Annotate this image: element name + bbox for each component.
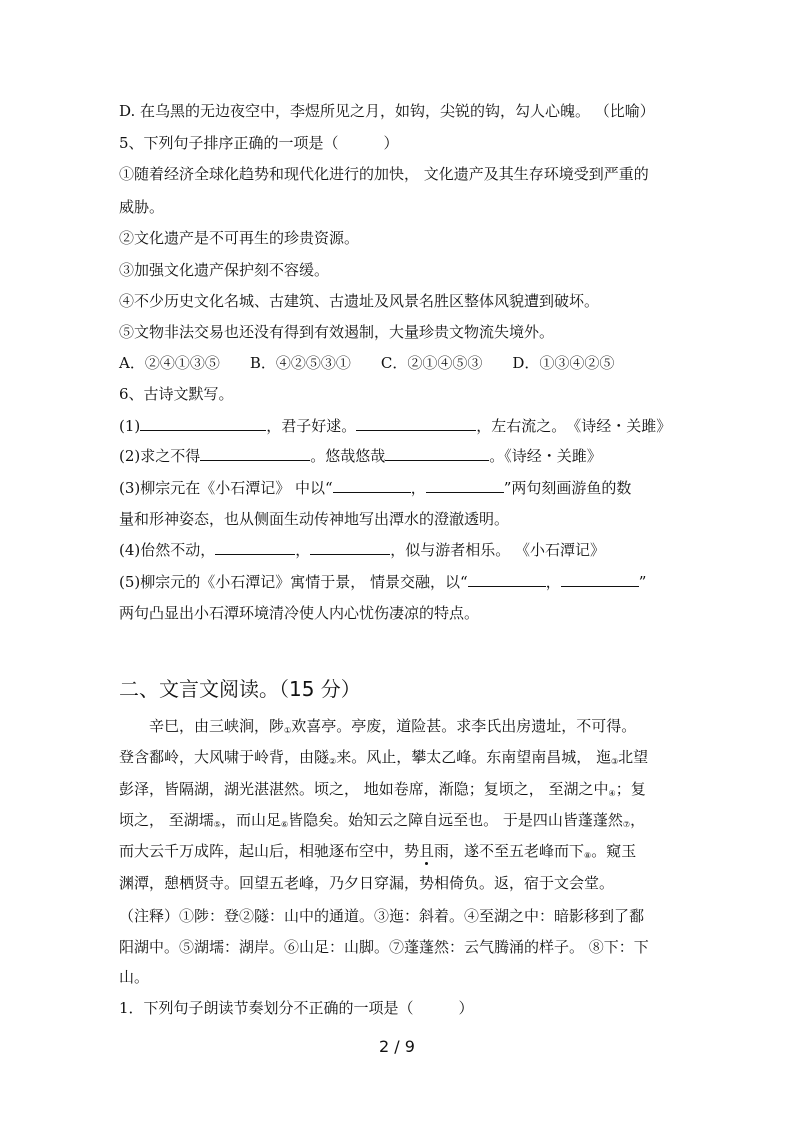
passage-text: 登含鄱岭，大风啸于岭背，由隧: [119, 748, 330, 766]
q6-s1-prefix: (1): [119, 417, 141, 435]
answer-blank[interactable]: [333, 478, 411, 493]
q6-s5-middle: ，: [545, 573, 561, 591]
passage-text: 北望: [618, 748, 649, 766]
section-heading: 二、文言文阅读。（15 分）: [119, 677, 361, 701]
q6-s2-middle: 。悠哉悠哉: [310, 447, 386, 465]
passage-text: 皆隐矣。始知云之障自远至也。 于是四山皆蓬蓬然: [288, 811, 623, 829]
q4-option-d: D. 在乌黑的无边夜空中，李煜所见之月，如钩，尖锐的钩，勾人心魄。 （比喻）: [119, 102, 655, 120]
q5-item-3: ③加强文化遗产保护刻不容缓。: [119, 261, 330, 279]
q6-s3-prefix: (3)柳宗元在《小石潭记》 中以“: [119, 479, 333, 497]
q6-sentence-5-cont: 两句凸显出小石潭环境清冷使人内心忧伤凄凉的特点。: [119, 604, 480, 622]
note-marker: ⑦: [622, 820, 631, 829]
passage-text: 辛巳，由三峡涧，陟: [119, 717, 285, 735]
passage-text: 雨，遂不至五老峰而下: [434, 842, 585, 860]
q6-s5-prefix: (5)柳宗元的《小石潭记》寓情于景， 情景交融，以“: [119, 573, 468, 591]
note-marker: ②: [329, 757, 337, 766]
note-marker: ④: [608, 789, 616, 798]
q6-s3-suffix: ”两句刻画游鱼的数: [503, 479, 632, 497]
answer-blank[interactable]: [561, 572, 639, 587]
page-number: 2 / 9: [379, 1037, 415, 1056]
note-marker: ③: [610, 757, 619, 766]
answer-blank[interactable]: [426, 478, 504, 493]
q6-s1-suffix: ，左右流之。 《诗经・关雎》: [476, 417, 672, 435]
answer-blank[interactable]: [200, 446, 310, 461]
note-marker: ⑤: [213, 820, 221, 829]
answer-blank[interactable]: [356, 416, 476, 431]
q6-s2-prefix: (2)求之不得: [119, 447, 201, 465]
q6-s4-suffix: ，似与游者相乐。 《小石潭记》: [390, 541, 606, 559]
answer-blank[interactable]: [215, 540, 295, 555]
passage-line-6: 渊潭，憩栖贤寺。回望五老峰，乃夕日穿漏，势相倚负。返，宿于文会堂。: [119, 874, 615, 892]
section2-q1: 1．下列句子朗读节奏划分不正确的一项是（ ）: [119, 999, 474, 1017]
passage-line-2: [119, 747, 648, 772]
q6-sentence-3-cont: 量和形神姿态，也从侧面生动传神地写出潭水的澄澈透明。: [119, 510, 510, 528]
q6-sentence-1: [119, 416, 671, 436]
notes-line-1: （注释）①陟：登②隧：山中的通道。③迤：斜着。④至湖之中：暗影移到了鄱: [119, 907, 645, 925]
q5-item-5: ⑤文物非法交易也还没有得到有效遏制，大量珍贵文物流失境外。: [119, 323, 555, 341]
q5-item-2: ②文化遗产是不可再生的珍贵资源。: [119, 229, 360, 247]
passage-line-4: [119, 810, 645, 835]
q6-sentence-5: [119, 572, 646, 592]
q6-s4-prefix: (4)佁然不动，: [119, 541, 216, 559]
notes-line-3: 山。: [119, 968, 150, 986]
q6-sentence-3: [119, 478, 631, 498]
q6-s1-middle: ，君子好逑。: [266, 417, 357, 435]
passage-text: ，: [630, 811, 646, 829]
note-marker: ⑧: [584, 851, 592, 860]
note-marker: ①: [284, 726, 292, 735]
passage-text: 来。风止，攀太乙峰。东南望南昌城， 迤: [336, 748, 611, 766]
passage-line-5: [119, 841, 636, 866]
passage-text: 顷之， 至湖壖: [119, 811, 214, 829]
notes-line-2: 阳湖中。⑤湖壖：湖岸。⑥山足：山脚。⑦蓬蓬然：云气腾涌的样子。 ⑧下：下: [119, 938, 649, 956]
q6-s3-middle: ，: [410, 479, 426, 497]
q5-item-4: ④不少历史文化名城、古建筑、古遗址及风景名胜区整体风貌遭到破坏。: [119, 292, 600, 310]
passage-text: 而大云千万成阵，起山后，相驰逐布空中，势: [119, 842, 420, 860]
answer-blank[interactable]: [468, 572, 546, 587]
q5-item-1-cont: 威胁。: [119, 198, 165, 216]
passage-text: 彭泽，皆隔湖，湖光湛湛然。顷之， 地如卷席，渐隐；复顷之， 至湖之中: [119, 780, 609, 798]
q6-sentence-2: [119, 446, 602, 466]
answer-blank[interactable]: [385, 446, 489, 461]
note-marker: ⑥: [280, 820, 289, 829]
q5-stem: 5、下列句子排序正确的一项是（ ）: [119, 134, 399, 152]
emphasis-dot-char: 且: [419, 842, 435, 860]
q6-s4-middle: ，: [295, 541, 311, 559]
passage-text: ；复: [615, 780, 646, 798]
passage-text: ，而山足: [220, 811, 281, 829]
q5-item-1: ①随着经济全球化趋势和现代化进行的加快， 文化遗产及其生存环境受到严重的: [119, 165, 649, 183]
passage-line-3: [119, 779, 646, 804]
q6-s5-suffix: ”: [638, 573, 647, 591]
q5-options: A．②④①③⑤ B．④②⑤③① C．②①④⑤③ D．①③④②⑤: [119, 354, 615, 372]
passage-text: 。窥玉: [591, 842, 637, 860]
q6-s2-suffix: 。《诗经・关雎》: [489, 447, 602, 465]
q6-sentence-4: [119, 540, 605, 560]
answer-blank[interactable]: [140, 416, 266, 431]
q6-stem: 6、古诗文默写。: [119, 385, 234, 403]
passage-text: 欢喜亭。亭废，道险甚。求李氏出房遗址，不可得。: [291, 717, 637, 735]
passage-line-1: [119, 716, 636, 741]
answer-blank[interactable]: [310, 540, 390, 555]
